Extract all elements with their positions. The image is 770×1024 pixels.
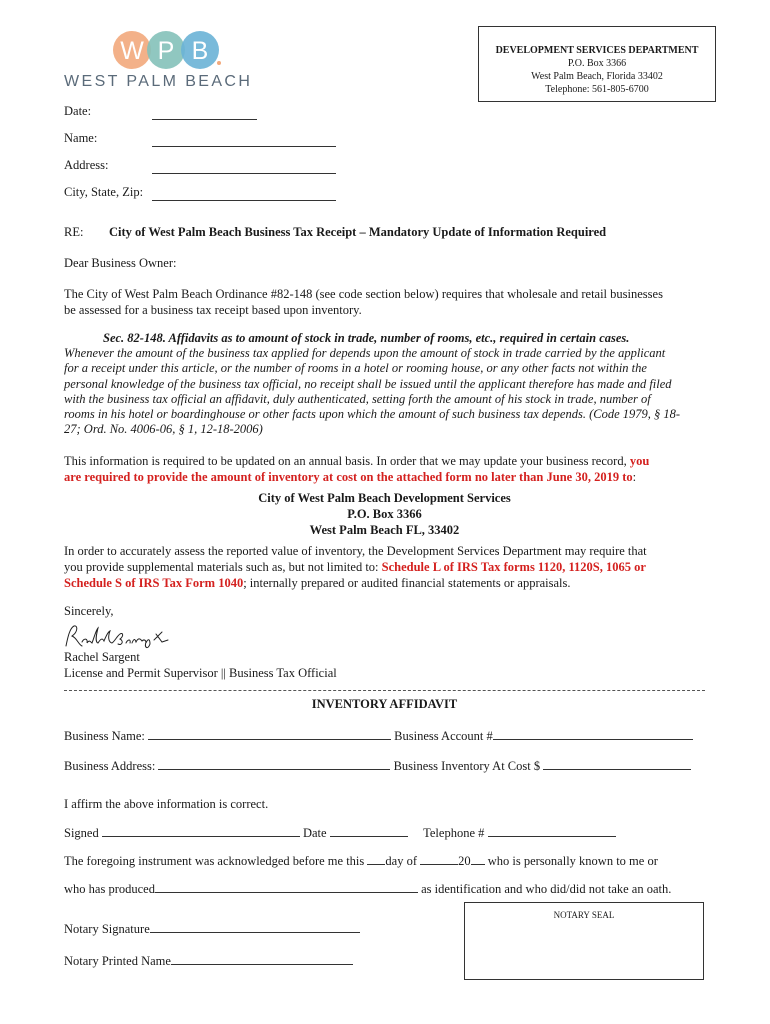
mailing-address-line: West Palm Beach FL, 33402	[309, 523, 460, 537]
notary-signature-row	[64, 921, 360, 937]
notary-day-label: day of	[385, 854, 417, 868]
business-name-row	[64, 728, 693, 744]
department-box	[478, 26, 716, 102]
department-phone: Telephone: 561-805-6700	[545, 84, 649, 95]
inventory-cost-label: Business Inventory At Cost $	[393, 759, 541, 773]
department-name: DEVELOPMENT SERVICES DEPARTMENT	[495, 45, 699, 56]
cut-line-divider	[64, 690, 705, 691]
signer-title: License and Permit Supervisor || Business Tax Official	[64, 666, 337, 680]
annual-paragraph	[64, 453, 714, 485]
name-label: Name:	[64, 131, 98, 145]
signer-name: Rachel Sargent	[64, 650, 140, 664]
mailing-address-block	[64, 490, 705, 538]
date-field-affidavit[interactable]	[330, 825, 408, 837]
signature-row	[64, 825, 616, 841]
business-name-field[interactable]	[148, 728, 391, 740]
notary-year-field[interactable]	[471, 853, 485, 865]
mailing-address-line: P.O. Box 3366	[347, 507, 422, 521]
assess-paragraph	[64, 543, 714, 591]
logo-letter-w: W	[120, 37, 144, 65]
affirm-statement: I affirm the above information is correct.	[64, 797, 269, 811]
logo-circles	[62, 30, 262, 74]
address-label: Address:	[64, 158, 109, 172]
logo-dot	[217, 61, 221, 65]
notary-ack-row-1	[64, 853, 658, 869]
department-po: P.O. Box 3366	[567, 58, 627, 69]
inventory-cost-field[interactable]	[543, 758, 691, 770]
logo-letter-b: B	[191, 37, 209, 65]
address-field[interactable]	[152, 173, 336, 174]
business-address-row	[64, 758, 691, 774]
notary-printed-row	[64, 953, 353, 969]
signature-stroke	[66, 626, 168, 648]
section-title: Sec. 82-148. Affidavits as to amount of stock in trade, number of rooms, etc., required in certain cases.	[103, 331, 630, 345]
annual-line-2: are required to provide the amount of inventory at cost on the attached form no later than June 30, 2019 to:	[64, 470, 637, 484]
section-line: with the business tax official an affidavit, duly authenticated, setting forth the amount of his stock in trade, number of	[64, 391, 651, 406]
section-text	[64, 346, 714, 438]
logo-letter-p: P	[157, 37, 175, 65]
notary-ack-row-2	[64, 881, 671, 897]
notary-signature-field[interactable]	[150, 921, 360, 933]
affidavit-title: INVENTORY AFFIDAVIT	[311, 697, 458, 711]
name-field[interactable]	[152, 146, 336, 147]
section-line: Whenever the amount of the business tax applied for depends upon the amount of stock in trade carried by the applicant	[64, 346, 666, 360]
notary-year-label: 20	[458, 854, 471, 868]
section-line: rooms in his hotel or boardinghouse or other facts upon which the amount of such business tax depends. (Code 1979, § 18-	[64, 407, 681, 422]
section-line: personal knowledge of the business tax official, no receipt shall be issued until the applicant therefore has made and filed	[64, 376, 672, 391]
intro-paragraph	[64, 286, 714, 318]
closing: Sincerely,	[64, 604, 114, 618]
assess-line-3: Schedule S of IRS Tax Form 1040; internally prepared or audited financial statements or appraisals.	[64, 576, 571, 590]
business-account-field[interactable]	[493, 728, 693, 740]
date-field[interactable]	[152, 119, 257, 120]
identification-text: as identification and who did/did not take an oath.	[421, 882, 672, 896]
signed-field[interactable]	[102, 825, 300, 837]
mailing-address-line: City of West Palm Beach Development Services	[258, 491, 511, 505]
section-line: for a receipt under this article, or the number of rooms in a hotel or rooming house, or any other facts not within the	[64, 361, 647, 376]
re-subject: City of West Palm Beach Business Tax Receipt – Mandatory Update of Information Required	[109, 225, 607, 239]
department-city: West Palm Beach, Florida 33402	[531, 71, 663, 82]
business-name-label: Business Name:	[64, 729, 145, 743]
identification-field[interactable]	[155, 881, 418, 893]
business-address-label: Business Address:	[64, 759, 156, 773]
notary-printed-field[interactable]	[171, 953, 353, 965]
annual-line-1: This information is required to be updated on an annual basis. In order that we may update your business record, you	[64, 454, 650, 468]
date-label: Date:	[64, 104, 92, 118]
notary-signature-label: Notary Signature	[64, 922, 150, 936]
section-line: 27; Ord. No. 4006-06, § 1, 12-18-2006)	[64, 422, 263, 437]
handwritten-signature	[62, 622, 172, 652]
salutation: Dear Business Owner:	[64, 256, 177, 270]
notary-day-field[interactable]	[367, 853, 385, 865]
assess-line-1: In order to accurately assess the reported value of inventory, the Development Services Department may require that	[64, 544, 647, 558]
telephone-label: Telephone #	[423, 826, 485, 840]
notary-month-field[interactable]	[420, 853, 458, 865]
intro-line-2: be assessed for a business tax receipt based upon inventory.	[64, 303, 362, 317]
notary-seal-label: NOTARY SEAL	[553, 910, 615, 920]
signed-label: Signed	[64, 826, 99, 840]
telephone-field[interactable]	[488, 825, 616, 837]
city-state-zip-field[interactable]	[152, 200, 336, 201]
assess-line-2: you provide supplemental materials such as, but not limited to: Schedule L of IRS Tax forms 1120, 1120S, 1065 or	[64, 560, 646, 574]
logo-wordmark: WEST PALM BEACH	[64, 73, 253, 90]
re-label: RE:	[64, 225, 84, 239]
business-account-label: Business Account #	[394, 729, 493, 743]
notary-printed-label: Notary Printed Name	[64, 954, 171, 968]
city-state-zip-label: City, State, Zip:	[64, 185, 144, 199]
produced-label: who has produced	[64, 882, 155, 896]
intro-line-1: The City of West Palm Beach Ordinance #82-148 (see code section below) requires that wholesale and retail businesses	[64, 287, 663, 301]
business-address-field[interactable]	[158, 758, 390, 770]
notary-seal-box	[464, 902, 704, 980]
date-label-affidavit: Date	[302, 826, 327, 840]
notary-known-text: who is personally known to me or	[487, 854, 658, 868]
notary-ack-text: The foregoing instrument was acknowledged before me this	[64, 854, 365, 868]
